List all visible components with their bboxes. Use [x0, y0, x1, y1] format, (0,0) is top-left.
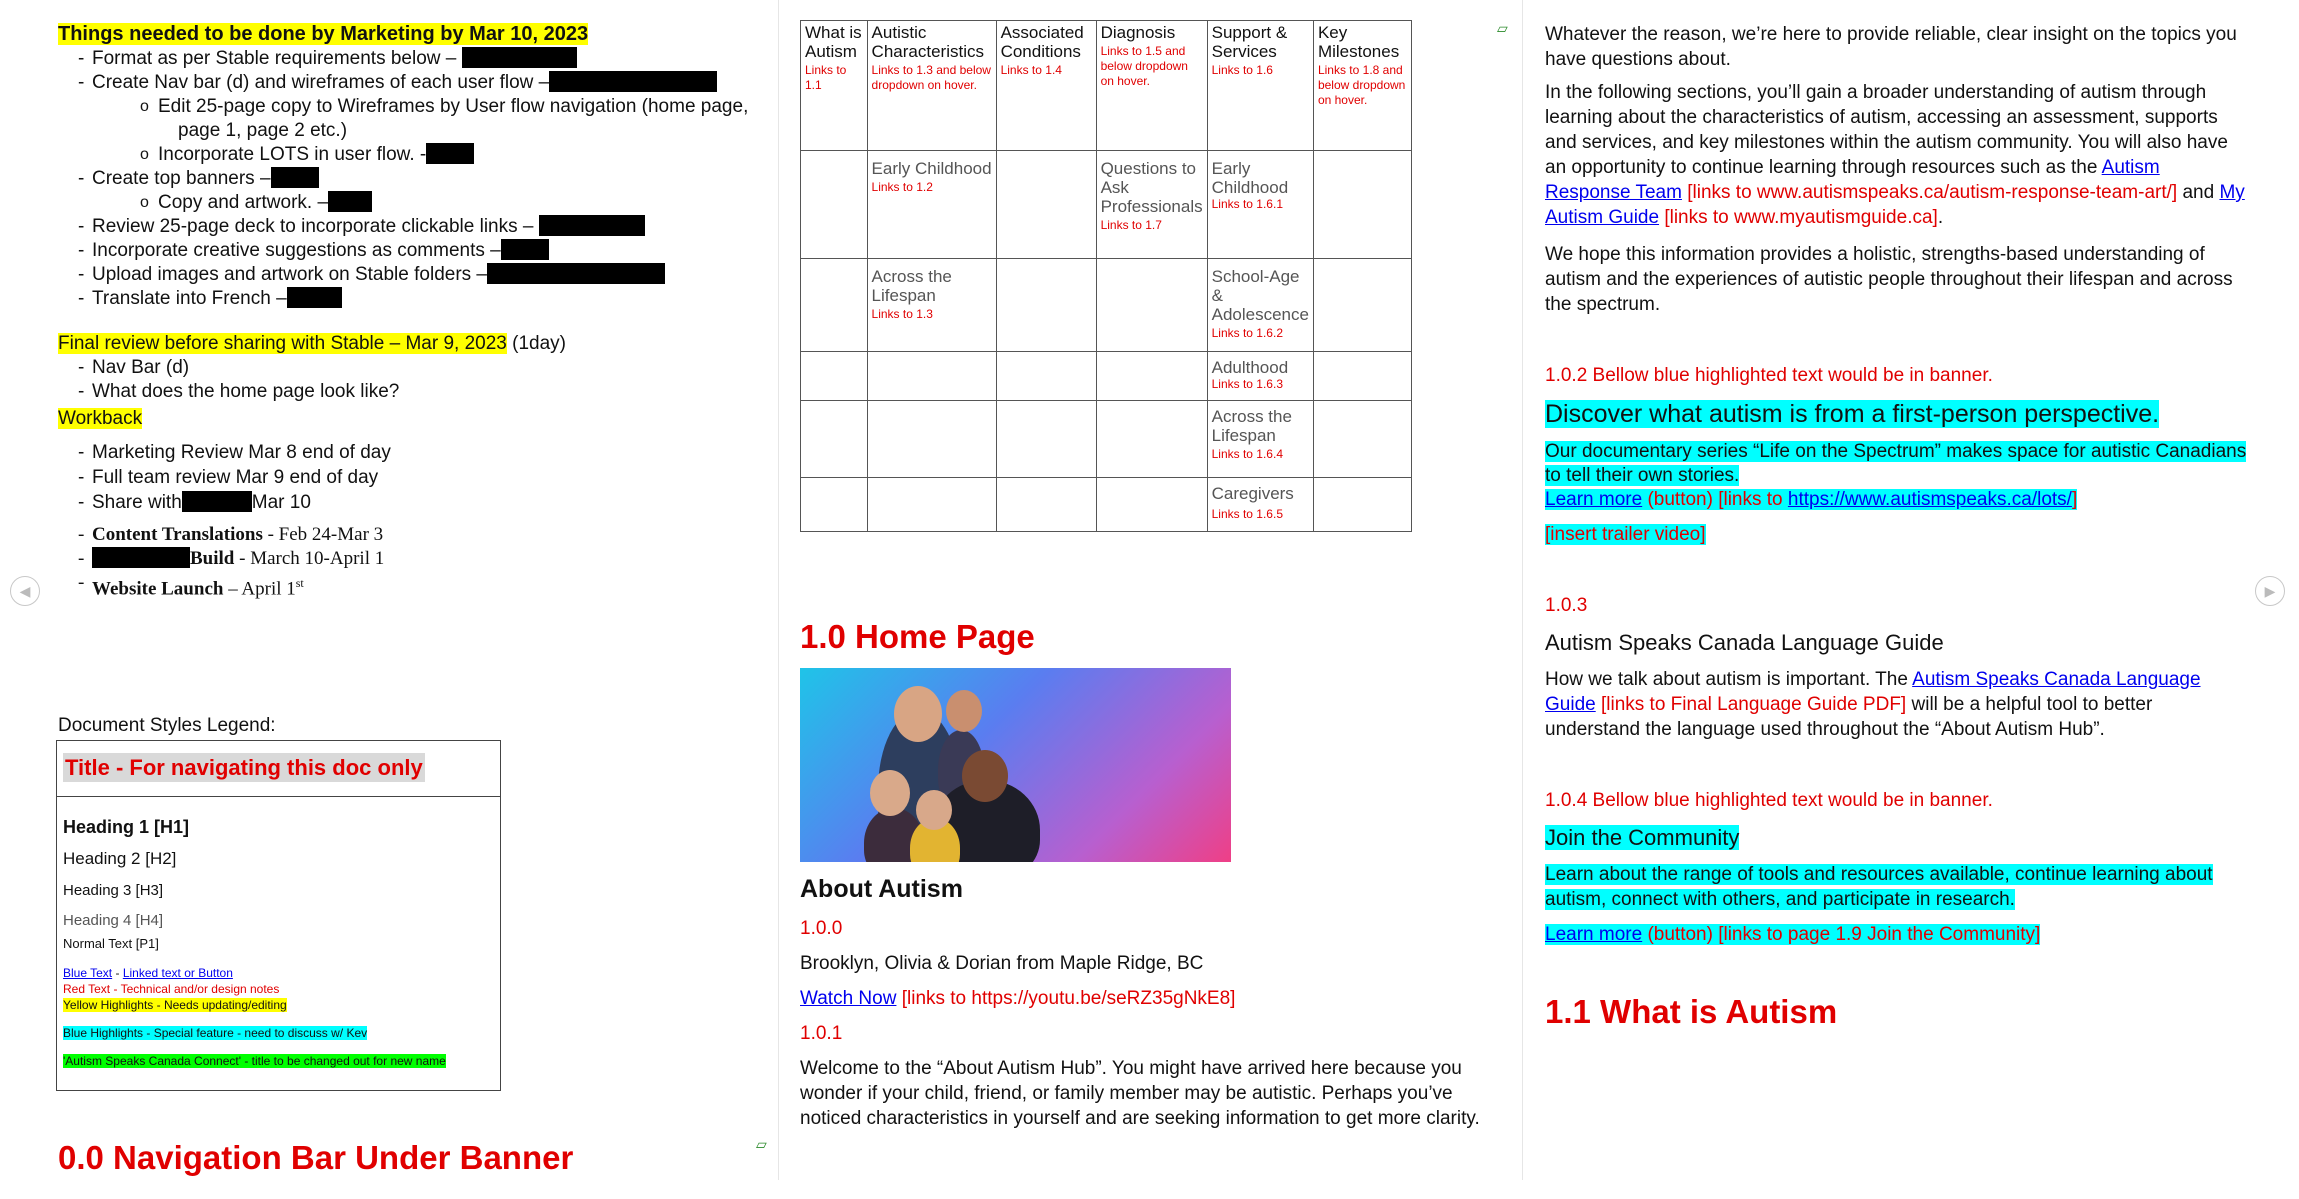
resources-paragraph: In the following sections, you’ll gain a broader understanding of autism through learning about the characteristics of autism, accessing an assessment, supports and services, and key milestones within the autism community. You will also have an opportunity to continue learning through resources such as the Autism Response Team [links to www.autismspeaks.ca/autism-response-team-art/] and My Autism Guide [links to www.myautismguide.ca]. — [1545, 82, 2245, 228]
list-item: - Format as per Stable requirements below – — [58, 47, 778, 71]
section-code: 1.0.1 — [800, 1023, 843, 1044]
redaction-block — [287, 287, 342, 308]
document-page-2 — [800, 0, 1510, 1199]
next-page-arrow-icon[interactable]: ▶ — [2255, 576, 2285, 606]
redaction-block — [426, 143, 474, 164]
lots-link[interactable]: https://www.autismspeaks.ca/lots/ — [1787, 489, 2072, 510]
redaction-block — [487, 263, 665, 284]
discover-heading: Discover what autism is from a first-person perspective. — [1545, 400, 2160, 428]
table-cell: Early Childhood Links to 1.2 — [867, 151, 996, 259]
redaction-block — [328, 191, 372, 212]
list-item: - Create Nav bar (d) and wireframes of each user flow – — [58, 71, 778, 95]
page-separator — [778, 0, 779, 1180]
watch-link-note: [links to https://youtu.be/seRZ35gNkE8] — [896, 988, 1236, 1009]
redaction-block — [501, 239, 549, 260]
navigation-table — [800, 20, 1412, 532]
marketing-task-list — [58, 47, 778, 95]
legend-h4: Heading 4 [H4] — [63, 912, 164, 929]
trailer-placeholder: [insert trailer video] — [1545, 524, 1706, 545]
list-item: - Build - March 10-April 1 — [58, 547, 778, 571]
document-styles-legend: Title - For navigating this doc only Heading 1 [H1] Heading 2 [H2] Heading 3 [H3] Heading 4 [H4] Normal Text [P1] Blue Text - Linked text or Button Red Text - Technical and/or design notes Yellow Highlights - Needs updating/editing Blue Highlights - Special feature - need to discuss w/ Kev 'Autism Speaks Canada Connect' - title to be changed out for new name — [56, 740, 501, 1091]
table-cell: Autistic Characteristics Links to 1.3 and below dropdown on hover. — [867, 21, 996, 151]
welcome-paragraph: Welcome to the “About Autism Hub”. You might have arrived here because you wonder if your child, friend, or family member may be autistic. Perhaps you’ve noticed characteristics in yourself and are seeking information to get more clarity. — [800, 1058, 1480, 1129]
legend-blue-text: Blue Text — [63, 966, 113, 980]
list-item: - Translate into French – — [58, 287, 778, 311]
table-cell: Support & Services Links to 1.6 — [1207, 21, 1313, 151]
table-cell: Adulthood Links to 1.6.3 — [1207, 352, 1313, 401]
list-item: o Edit 25-page copy to Wireframes by User flow navigation (home page, page 1, page 2 etc.) — [58, 95, 778, 143]
intro-paragraph: Whatever the reason, we’re here to provide reliable, clear insight on the topics you have questions about. — [1545, 24, 2237, 70]
final-review-heading: Final review before sharing with Stable – Mar 9, 2023 — [58, 333, 507, 354]
person-face — [870, 770, 910, 816]
list-item: o Incorporate LOTS in user flow. - — [58, 143, 778, 167]
schedule-list — [58, 523, 778, 601]
redaction-block — [462, 47, 577, 68]
table-cell: School-Age & Adolescence Links to 1.6.2 — [1207, 259, 1313, 352]
legend-p1: Normal Text [P1] — [63, 936, 159, 951]
comment-icon[interactable]: ▱ — [1497, 20, 1508, 36]
documentary-text: Our documentary series “Life on the Spectrum” makes space for autistic Canadians to tell their own stories. — [1545, 441, 2247, 486]
legend-h3: Heading 3 [H3] — [63, 882, 164, 899]
person-face — [962, 750, 1008, 802]
table-cell: What is Autism Links to 1.1 — [801, 21, 868, 151]
list-item: o Copy and artwork. – — [58, 191, 778, 215]
section-code: 1.0.3 — [1545, 595, 1588, 616]
table-cell: Key Milestones Links to 1.8 and below dropdown on hover. — [1313, 21, 1411, 151]
redaction-block — [549, 71, 717, 92]
table-cell: Across the Lifespan Links to 1.6.4 — [1207, 401, 1313, 478]
photo-caption: Brooklyn, Olivia & Dorian from Maple Ridge, BC — [800, 953, 1204, 974]
person-face — [946, 690, 982, 732]
list-item: - Upload images and artwork on Stable folders – — [58, 263, 778, 287]
my-autism-guide-link[interactable]: My Autism Guide — [1545, 182, 2245, 228]
list-item: - Full team review Mar 9 end of day — [58, 465, 778, 490]
person-face — [894, 686, 942, 742]
legend-red-text: Red Text - Technical and/or design notes — [63, 982, 280, 996]
table-cell: Across the Lifespan Links to 1.3 — [867, 259, 996, 352]
language-guide-link[interactable]: Autism Speaks Canada Language Guide — [1545, 669, 2201, 715]
list-item: - Content Translations - Feb 24-Mar 3 — [58, 523, 778, 547]
home-page-title: 1.0 Home Page — [800, 618, 1035, 655]
about-autism-heading: About Autism — [800, 875, 963, 903]
holistic-paragraph: We hope this information provides a holistic, strengths-based understanding of autism and the experiences of autistic people throughout their lifespan and across the spectrum. — [1545, 244, 2233, 315]
learn-more-join-button[interactable]: Learn more — [1545, 924, 1643, 945]
legend-h1: Heading 1 [H1] — [63, 817, 190, 837]
table-cell: Early Childhood Links to 1.6.1 — [1207, 151, 1313, 259]
legend-cyan-text: Blue Highlights - Special feature - need to discuss w/ Kev — [63, 1026, 368, 1040]
legend-linked-text: Linked text or Button — [122, 966, 233, 980]
redaction-block — [182, 491, 252, 512]
list-item: - Share with Mar 10 — [58, 490, 778, 515]
join-community-heading: Join the Community — [1545, 825, 1740, 850]
redaction-block — [92, 547, 190, 568]
workback-heading: Workback — [58, 408, 143, 429]
marketing-deadline-heading: Things needed to be done by Marketing by Mar 10, 2023 — [58, 23, 589, 45]
family-photo — [800, 668, 1231, 862]
list-item: - Incorporate creative suggestions as comments – — [58, 239, 778, 263]
section-title-nav-bar: 0.0 Navigation Bar Under Banner — [58, 1139, 574, 1176]
final-review-list — [58, 356, 778, 404]
language-guide-paragraph: How we talk about autism is important. The Autism Speaks Canada Language Guide [links to Final Language Guide PDF] will be a helpful tool to better understand the language used throughout the “About Autism Hub”. — [1545, 669, 2201, 740]
redaction-block — [271, 167, 319, 188]
watch-now-link[interactable]: Watch Now — [800, 988, 897, 1009]
banner-note: 1.0.2 Bellow blue highlighted text would be in banner. — [1545, 365, 1993, 386]
legend-yellow-text: Yellow Highlights - Needs updating/editing — [63, 998, 287, 1012]
section-code: 1.0.0 — [800, 918, 843, 939]
autism-response-team-link[interactable]: Autism Response Team — [1545, 157, 2160, 203]
list-item: - What does the home page look like? — [58, 380, 778, 404]
person-face — [916, 790, 952, 830]
learn-more-button[interactable]: Learn more — [1545, 489, 1643, 510]
list-item: - Website Launch – April 1st — [58, 571, 778, 601]
table-cell: Associated Conditions Links to 1.4 — [996, 21, 1096, 151]
workback-list — [58, 440, 778, 515]
table-cell: Questions to Ask Professionals Links to 1.7 — [1096, 151, 1207, 259]
legend-caption: Document Styles Legend: — [58, 715, 276, 736]
document-page-3: Whatever the reason, we’re here to provide reliable, clear insight on the topics you have questions about. In the following sections, you’ll gain a broader understanding of autism through learning about the characteristics of autism, accessing an assessment, supports and services, and key milestones within the autism community. You will also have an opportunity to continue learning through resources such as the Autism Response Team [links to www.autismspeaks.ca/autism-response-team-art/] and My Autism Guide [links to www.myautismguide.ca]. We hope this information provides a holistic, strengths-based understanding of autism and the experiences of autistic people throughout their lifespan and across the spectrum. 1.0.2 Bellow blue highlighted text would be in banner. Discover what autism is from a first-person perspective. Our documentary series “Life on the Spectrum” makes space for autistic Canadians to tell their own stories. Learn more (button) [links to https://www.autismspeaks.ca/lots/] [insert trailer video] 1.0.3 Autism Speaks Canada Language Guide How we talk about autism is important. The Autism Speaks Canada Language Guide [links to Final Language Guide PDF] will be a helpful tool to better understand the language used throughout the “About Autism Hub”. 1.0.4 Bellow blue highlighted text would be in banner. Join the Community Learn about the range of tools and resources available, continue learning about autism, connect with others, and participate in research. Learn more (button) [links to page 1.9 Join the Community] 1.1 What is Autism — [1545, 0, 2260, 1199]
redaction-block — [539, 215, 645, 236]
page-separator — [1522, 0, 1523, 1180]
legend-green-text: 'Autism Speaks Canada Connect' - title to be changed out for new name — [63, 1054, 446, 1068]
document-page-1: Things needed to be done by Marketing by Mar 10, 2023 - Format as per Stable requirements below – - Create Nav bar (d) and wireframes of each user flow – o Edit 25-page copy to Wireframes by User flow navigation (home page, page 1, page 2 etc.) o Incorporate LOTS in user flow. - - Create top banners – o Copy and artwork. – - Review 25-page deck to incorporate clickable links – - Incorporate creative suggestions as comments – - Upload images and artwork on Stable folders – - Translate into French – Final review before sharing with Stable – Mar 9, 2023 (1day) - Nav Bar (d) - What does the home page look like? Workback - Marketing Review Mar 8 end of day - Full team review Mar 9 end of day - Share with Mar 10 - Content Translations - Feb 24-Mar 3 - Build - March 10-April 1 - Website Launch – April 1st Document Styles Legend: Title - For navigating this doc only Heading 1 [H1] Heading 2 [H2] Heading 3 [H3] Heading 4 [H4] Normal Text [P1] Blue Text - Linked text or Button Red Text - Technical and/or design notes Yellow Highlights - Needs updating/editing Blue Highlights - Special feature - need to discuss w/ Kev 'Autism Speaks Canada Connect' - title to be changed out for new name 0.0 Navigation Bar Under Banner — [42, 0, 762, 1199]
banner-note: 1.0.4 Bellow blue highlighted text would be in banner. — [1545, 790, 1993, 811]
section-title-what-is-autism: 1.1 What is Autism — [1545, 993, 1838, 1030]
legend-title-sample: Title - For navigating this doc only — [65, 755, 423, 780]
comment-icon[interactable]: ▱ — [756, 1136, 767, 1152]
list-item: - Nav Bar (d) — [58, 356, 778, 380]
language-guide-heading: Autism Speaks Canada Language Guide — [1545, 630, 1944, 655]
list-item: - Marketing Review Mar 8 end of day — [58, 440, 778, 465]
list-item: - Create top banners – — [58, 167, 778, 191]
prev-page-arrow-icon[interactable]: ◀ — [10, 576, 40, 606]
table-cell: Caregivers Links to 1.6.5 — [1207, 478, 1313, 532]
table-cell: Diagnosis Links to 1.5 and below dropdown on hover. — [1096, 21, 1207, 151]
join-community-text: Learn about the range of tools and resources available, continue learning about autism, connect with others, and participate in research. — [1545, 864, 2213, 910]
list-item: - Review 25-page deck to incorporate clickable links – — [58, 215, 778, 239]
legend-h2: Heading 2 [H2] — [63, 849, 177, 868]
